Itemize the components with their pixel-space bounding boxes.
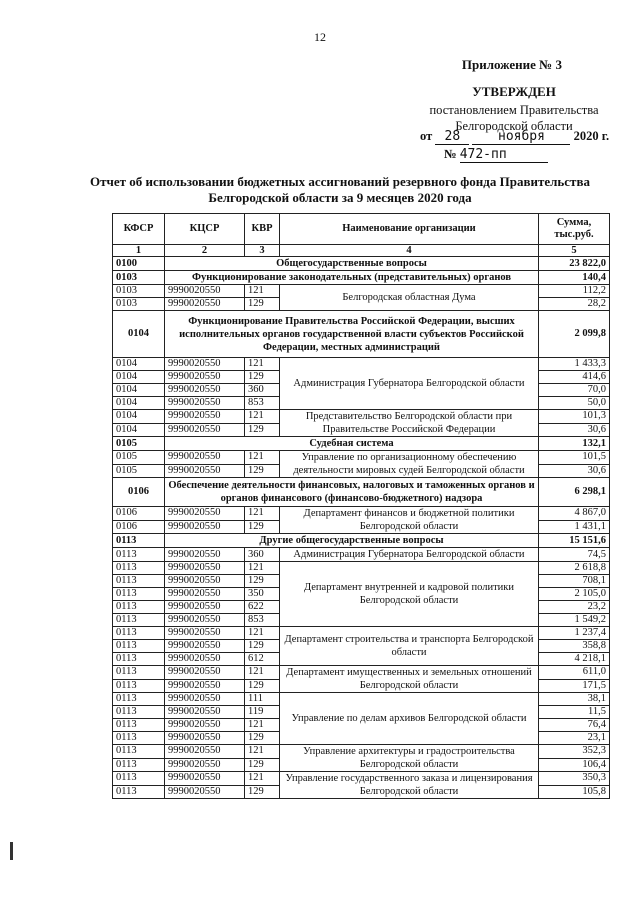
index-cell: 3 — [245, 245, 280, 257]
sum-cell: 23 822,0 — [539, 257, 610, 271]
kvr-cell: 121 — [245, 666, 280, 680]
appendix-label: Приложение № 3 — [461, 57, 562, 72]
organization-name: Департамент имущественных и земельных отношений Белгородской области — [280, 666, 539, 693]
approval-title: УТВЕРЖДЕН — [472, 84, 556, 99]
approval-block — [424, 84, 604, 134]
header-kcsr: КЦСР — [165, 214, 245, 245]
table-row — [113, 548, 610, 562]
kvr-cell: 121 — [245, 719, 280, 732]
kvr-cell: 853 — [245, 614, 280, 627]
organization-name: Администрация Губернатора Белгородской области — [280, 358, 539, 410]
budget-table — [112, 213, 610, 799]
kvr-cell: 121 — [245, 507, 280, 521]
kcsr-cell: 9990020550 — [165, 719, 245, 732]
section-name: Судебная система — [165, 437, 539, 451]
organization-name: Управление архитектуры и градостроительства Белгородской области — [280, 745, 539, 772]
approval-line-1: постановлением Правительства — [429, 103, 599, 117]
section-row — [113, 437, 610, 451]
kvr-cell: 129 — [245, 520, 280, 534]
kfsr-cell: 0105 — [113, 437, 165, 451]
sum-cell: 23,2 — [539, 601, 610, 614]
kfsr-cell: 0104 — [113, 423, 165, 437]
sum-cell: 11,5 — [539, 706, 610, 719]
kfsr-cell: 0113 — [113, 772, 165, 786]
date-day: 28 — [435, 129, 469, 145]
sum-cell: 352,3 — [539, 745, 610, 759]
sum-cell: 708,1 — [539, 575, 610, 588]
kfsr-cell: 0113 — [113, 575, 165, 588]
table-row — [113, 451, 610, 465]
kvr-cell: 129 — [245, 679, 280, 693]
kvr-cell: 853 — [245, 397, 280, 410]
kfsr-cell: 0113 — [113, 745, 165, 759]
kfsr-cell: 0103 — [113, 285, 165, 298]
kcsr-cell: 9990020550 — [165, 285, 245, 298]
kvr-cell: 612 — [245, 653, 280, 666]
kfsr-cell: 0113 — [113, 601, 165, 614]
kcsr-cell: 9990020550 — [165, 679, 245, 693]
table-row — [113, 745, 610, 759]
section-name: Другие общегосударственные вопросы — [165, 534, 539, 548]
report-title-line-1: Отчет об использовании бюджетных ассигнований резервного фонда Правительства — [90, 174, 590, 189]
kvr-cell: 129 — [245, 423, 280, 437]
kcsr-cell: 9990020550 — [165, 397, 245, 410]
sum-cell: 2 105,0 — [539, 588, 610, 601]
sum-cell: 74,5 — [539, 548, 610, 562]
report-title — [60, 174, 620, 206]
kcsr-cell: 9990020550 — [165, 614, 245, 627]
kfsr-cell: 0113 — [113, 653, 165, 666]
section-name: Функционирование законодательных (представительных) органов — [165, 271, 539, 285]
kvr-cell: 129 — [245, 732, 280, 745]
organization-name: Представительство Белгородской области при Правительстве Российской Федерации — [280, 410, 539, 437]
kfsr-cell: 0104 — [113, 311, 165, 358]
table-row — [113, 410, 610, 424]
table-row — [113, 666, 610, 680]
index-cell: 5 — [539, 245, 610, 257]
kcsr-cell: 9990020550 — [165, 601, 245, 614]
kvr-cell: 129 — [245, 371, 280, 384]
sum-cell: 2 099,8 — [539, 311, 610, 358]
approval-number — [444, 147, 548, 163]
kfsr-cell: 0113 — [113, 614, 165, 627]
header-kvr: КВР — [245, 214, 280, 245]
sum-cell: 4 867,0 — [539, 507, 610, 521]
kfsr-cell: 0113 — [113, 785, 165, 799]
organization-name: Департамент внутренней и кадровой политики Белгородской области — [280, 562, 539, 627]
kvr-cell: 129 — [245, 464, 280, 478]
kvr-cell: 360 — [245, 384, 280, 397]
section-name: Функционирование Правительства Российской Федерации, высших исполнительных органов государственной власти субъектов Российской Федерации, местных администраций — [165, 311, 539, 358]
kfsr-cell: 0113 — [113, 706, 165, 719]
table-row — [113, 693, 610, 706]
kcsr-cell: 9990020550 — [165, 653, 245, 666]
kfsr-cell: 0104 — [113, 358, 165, 371]
kfsr-cell: 0104 — [113, 384, 165, 397]
sum-cell: 112,2 — [539, 285, 610, 298]
number-prefix: № — [444, 147, 457, 161]
sum-cell: 15 151,6 — [539, 534, 610, 548]
kcsr-cell: 9990020550 — [165, 520, 245, 534]
sum-cell: 50,0 — [539, 397, 610, 410]
kcsr-cell: 9990020550 — [165, 627, 245, 640]
organization-name: Управление по организационному обеспечению деятельности мировых судей Белгородской области — [280, 451, 539, 478]
sum-cell: 30,6 — [539, 464, 610, 478]
kvr-cell: 121 — [245, 772, 280, 786]
kfsr-cell: 0106 — [113, 507, 165, 521]
kfsr-cell: 0113 — [113, 732, 165, 745]
kcsr-cell: 9990020550 — [165, 562, 245, 575]
table-row — [113, 772, 610, 786]
kfsr-cell: 0113 — [113, 534, 165, 548]
kvr-cell: 121 — [245, 285, 280, 298]
kcsr-cell: 9990020550 — [165, 693, 245, 706]
organization-name: Белгородская областная Дума — [280, 285, 539, 311]
kvr-cell: 129 — [245, 575, 280, 588]
kcsr-cell: 9990020550 — [165, 451, 245, 465]
section-row — [113, 257, 610, 271]
sum-cell: 6 298,1 — [539, 478, 610, 507]
table-row — [113, 285, 610, 298]
table-header-row — [113, 214, 610, 245]
header-kfsr: КФСР — [113, 214, 165, 245]
kvr-cell: 121 — [245, 358, 280, 371]
kcsr-cell: 9990020550 — [165, 706, 245, 719]
sum-cell: 70,0 — [539, 384, 610, 397]
kfsr-cell: 0113 — [113, 627, 165, 640]
kcsr-cell: 9990020550 — [165, 464, 245, 478]
sum-cell: 4 218,1 — [539, 653, 610, 666]
kcsr-cell: 9990020550 — [165, 371, 245, 384]
kcsr-cell: 9990020550 — [165, 423, 245, 437]
kcsr-cell: 9990020550 — [165, 732, 245, 745]
sum-cell: 414,6 — [539, 371, 610, 384]
index-cell: 2 — [165, 245, 245, 257]
sum-cell: 140,4 — [539, 271, 610, 285]
sum-cell: 28,2 — [539, 298, 610, 311]
kcsr-cell: 9990020550 — [165, 772, 245, 786]
sum-cell: 101,3 — [539, 410, 610, 424]
sum-cell: 105,8 — [539, 785, 610, 799]
date-month: ноября — [472, 129, 570, 145]
kvr-cell: 350 — [245, 588, 280, 601]
kvr-cell: 121 — [245, 627, 280, 640]
kcsr-cell: 9990020550 — [165, 548, 245, 562]
kfsr-cell: 0105 — [113, 451, 165, 465]
kfsr-cell: 0113 — [113, 548, 165, 562]
sum-cell: 106,4 — [539, 758, 610, 772]
section-name: Обеспечение деятельности финансовых, налоговых и таможенных органов и органов финансового (финансово-бюджетного) надзора — [165, 478, 539, 507]
kfsr-cell: 0106 — [113, 478, 165, 507]
organization-name: Управление по делам архивов Белгородской области — [280, 693, 539, 745]
kcsr-cell: 9990020550 — [165, 410, 245, 424]
kcsr-cell: 9990020550 — [165, 758, 245, 772]
section-name: Общегосударственные вопросы — [165, 257, 539, 271]
sum-cell: 76,4 — [539, 719, 610, 732]
sum-cell: 171,5 — [539, 679, 610, 693]
sum-cell: 350,3 — [539, 772, 610, 786]
sum-cell: 101,5 — [539, 451, 610, 465]
sum-cell: 30,6 — [539, 423, 610, 437]
kfsr-cell: 0106 — [113, 520, 165, 534]
section-row — [113, 478, 610, 507]
page-number: 12 — [314, 30, 326, 44]
sum-cell: 1 237,4 — [539, 627, 610, 640]
header-organization: Наименование организации — [280, 214, 539, 245]
kfsr-cell: 0113 — [113, 758, 165, 772]
kcsr-cell: 9990020550 — [165, 384, 245, 397]
organization-name: Департамент финансов и бюджетной политики Белгородской области — [280, 507, 539, 534]
kcsr-cell: 9990020550 — [165, 745, 245, 759]
kfsr-cell: 0113 — [113, 640, 165, 653]
kfsr-cell: 0104 — [113, 410, 165, 424]
sum-cell: 38,1 — [539, 693, 610, 706]
report-title-line-2: Белгородской области за 9 месяцев 2020 года — [208, 190, 472, 205]
kcsr-cell: 9990020550 — [165, 298, 245, 311]
margin-mark — [10, 842, 13, 860]
kfsr-cell: 0105 — [113, 464, 165, 478]
kvr-cell: 129 — [245, 640, 280, 653]
section-row — [113, 311, 610, 358]
section-row — [113, 271, 610, 285]
approval-line-2: Белгородской области — [455, 119, 573, 133]
kfsr-cell: 0113 — [113, 679, 165, 693]
sum-cell: 611,0 — [539, 666, 610, 680]
kvr-cell: 121 — [245, 410, 280, 424]
section-row — [113, 534, 610, 548]
kvr-cell: 129 — [245, 758, 280, 772]
approval-date — [420, 129, 609, 145]
date-prefix: от — [420, 129, 433, 143]
kvr-cell: 622 — [245, 601, 280, 614]
kfsr-cell: 0113 — [113, 588, 165, 601]
kvr-cell: 129 — [245, 298, 280, 311]
sum-cell: 132,1 — [539, 437, 610, 451]
kcsr-cell: 9990020550 — [165, 785, 245, 799]
kfsr-cell: 0113 — [113, 562, 165, 575]
kcsr-cell: 9990020550 — [165, 507, 245, 521]
kcsr-cell: 9990020550 — [165, 640, 245, 653]
kfsr-cell: 0100 — [113, 257, 165, 271]
kcsr-cell: 9990020550 — [165, 575, 245, 588]
index-cell: 1 — [113, 245, 165, 257]
index-cell: 4 — [280, 245, 539, 257]
kvr-cell: 129 — [245, 785, 280, 799]
organization-name: Управление государственного заказа и лицензирования Белгородской области — [280, 772, 539, 799]
sum-cell: 358,8 — [539, 640, 610, 653]
organization-name: Департамент строительства и транспорта Белгородской области — [280, 627, 539, 666]
kfsr-cell: 0103 — [113, 298, 165, 311]
table-row — [113, 358, 610, 371]
sum-cell: 23,1 — [539, 732, 610, 745]
header-sum: Сумма, тыс.руб. — [539, 214, 610, 245]
table-index-row — [113, 245, 610, 257]
table-row — [113, 562, 610, 575]
kfsr-cell: 0103 — [113, 271, 165, 285]
kvr-cell: 121 — [245, 451, 280, 465]
kcsr-cell: 9990020550 — [165, 358, 245, 371]
table-row — [113, 627, 610, 640]
sum-cell: 1 549,2 — [539, 614, 610, 627]
number-value: 472-пп — [460, 147, 548, 163]
kvr-cell: 121 — [245, 562, 280, 575]
date-year: 2020 г. — [573, 129, 610, 143]
kcsr-cell: 9990020550 — [165, 666, 245, 680]
kfsr-cell: 0104 — [113, 397, 165, 410]
kvr-cell: 111 — [245, 693, 280, 706]
kvr-cell: 119 — [245, 706, 280, 719]
table-row — [113, 507, 610, 521]
kfsr-cell: 0113 — [113, 693, 165, 706]
kfsr-cell: 0113 — [113, 719, 165, 732]
sum-cell: 1 433,3 — [539, 358, 610, 371]
kfsr-cell: 0104 — [113, 371, 165, 384]
organization-name: Администрация Губернатора Белгородской области — [280, 548, 539, 562]
kvr-cell: 121 — [245, 745, 280, 759]
sum-cell: 1 431,1 — [539, 520, 610, 534]
kvr-cell: 360 — [245, 548, 280, 562]
sum-cell: 2 618,8 — [539, 562, 610, 575]
kfsr-cell: 0113 — [113, 666, 165, 680]
kcsr-cell: 9990020550 — [165, 588, 245, 601]
